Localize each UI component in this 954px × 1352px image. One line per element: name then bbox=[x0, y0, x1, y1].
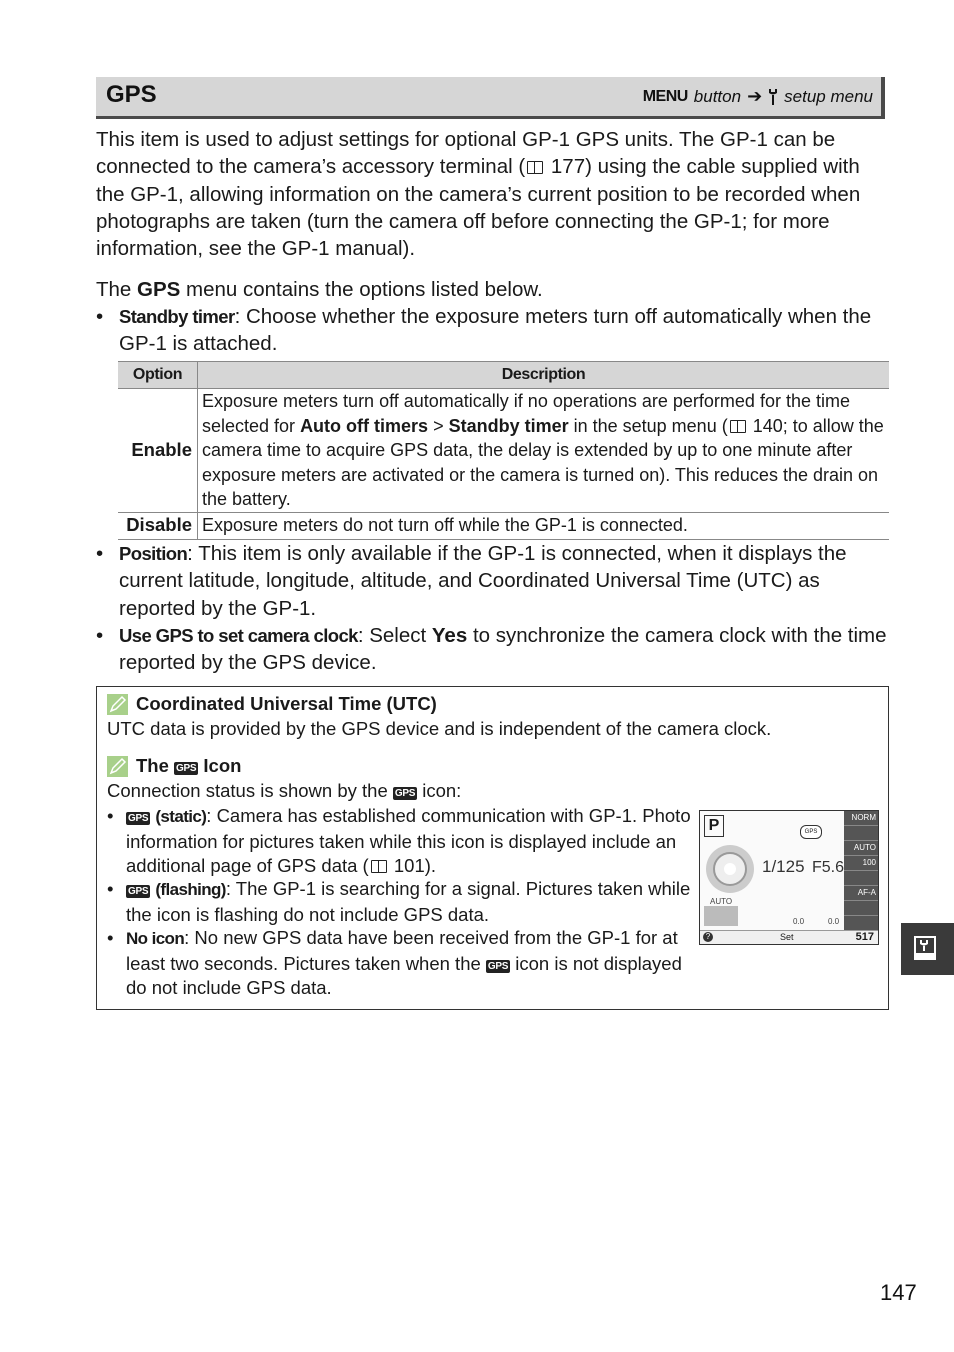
set-label: Set bbox=[780, 932, 794, 942]
note-heading: The GPS Icon bbox=[107, 755, 241, 777]
book-icon bbox=[527, 161, 543, 174]
help-icon: ? bbox=[703, 932, 713, 942]
wrench-icon bbox=[901, 923, 954, 975]
item-term: Use GPS to set camera clock bbox=[119, 625, 358, 646]
auto-label: AUTO bbox=[710, 897, 733, 906]
aperture-icon bbox=[704, 843, 756, 895]
gps-icon: GPS bbox=[128, 886, 149, 897]
page-ref[interactable]: 177 bbox=[550, 155, 586, 179]
book-icon bbox=[730, 420, 746, 433]
note-box: Coordinated Universal Time (UTC) UTC data is provided by the GPS device and is independent of the camera clock. The GPS Icon Connection status is shown by the GPS icon: • GPS (static): Camera has established communication with GP-1. Photo information for pictures taken while this icon is displayed include an additional page of GPS data ( 101). • GPS (flashing): The GP-1 is searching for a signal. Pictures taken while the icon is flashing do not include GPS data. • No icon: No new GPS data have been received from the GP-1 for at least two seconds. Pictures taken when the GPS icon is not displayed do not include GPS data. P GPS 1/125 F5.6 AUTO 0.0 0.0 NORM AUTO 100 AF-A ? Set 517 bbox=[96, 686, 889, 1010]
shutter-speed: 1/125 bbox=[762, 857, 805, 876]
status-bar bbox=[700, 930, 878, 944]
section-header bbox=[96, 77, 885, 119]
menu-intro: The GPS menu contains the options listed below. bbox=[96, 278, 543, 301]
item-term: Standby timer bbox=[119, 306, 235, 327]
table-row bbox=[118, 512, 889, 539]
pencil-icon bbox=[107, 694, 128, 715]
af-point-grid bbox=[704, 906, 738, 926]
intro-paragraph: This item is used to adjust settings for optional GP-1 GPS units. The GP-1 can be connected to the camera’s accessory terminal ( 177) using the cable supplied with the GP-1, allowing information on the camera’s current position to be recorded when photographs are taken (turn the camera off before connecting the GP-1; for more information, see the GP-1 manual). bbox=[96, 128, 861, 261]
utc-text: UTC data is provided by the GPS device and is independent of the camera clock. bbox=[107, 718, 772, 739]
description-cell: Exposure meters do not turn off while the GP-1 is connected. bbox=[198, 512, 890, 539]
section-title: GPS bbox=[106, 81, 157, 108]
note-heading: Coordinated Universal Time (UTC) bbox=[107, 693, 437, 715]
setup-menu-text: setup menu bbox=[784, 86, 873, 106]
book-icon bbox=[371, 860, 387, 873]
menu-path bbox=[643, 86, 873, 107]
setup-menu-tab bbox=[901, 923, 954, 975]
column-header: Option bbox=[118, 362, 198, 389]
page-ref[interactable]: 101 bbox=[393, 855, 425, 876]
gps-icon: GPS bbox=[800, 825, 822, 839]
camera-info-display bbox=[699, 810, 879, 945]
gps-icon: GPS bbox=[487, 960, 509, 972]
mode-indicator: P bbox=[704, 815, 724, 837]
gps-icon: GPS bbox=[128, 813, 149, 824]
button-text: button bbox=[693, 86, 742, 106]
ev-value: 0.0 bbox=[793, 917, 805, 926]
gps-icon: GPS bbox=[176, 763, 197, 774]
wrench-icon bbox=[768, 88, 778, 106]
pencil-icon bbox=[107, 756, 128, 777]
shots-remaining: 517 bbox=[855, 931, 874, 943]
page-ref[interactable]: 140 bbox=[752, 415, 783, 436]
status-text: Connection status is shown by the GPS icon: bbox=[107, 780, 462, 801]
table-row bbox=[118, 389, 889, 513]
description-cell: Exposure meters turn off automatically if no operations are performed for the time selected for Auto off timers > Standby timer in the setup menu ( 140; to allow the camera time to acquire GPS data, the delay is extended by up to one minute after exposure meters are activated or the camera is turned on). This reduces the drain on the battery. bbox=[198, 389, 890, 513]
gps-icon: GPS bbox=[394, 788, 416, 799]
item-term: Position bbox=[119, 543, 188, 564]
arrow-icon: ➔ bbox=[747, 86, 763, 106]
settings-column: NORM AUTO 100 AF-A bbox=[844, 811, 878, 933]
option-cell: Enable bbox=[118, 389, 198, 513]
page-number: 147 bbox=[880, 1280, 917, 1305]
options-table bbox=[118, 361, 889, 540]
ev-value: 0.0 bbox=[828, 917, 840, 926]
menu-button-label: MENU bbox=[642, 87, 688, 105]
column-header: Description bbox=[198, 362, 890, 389]
option-cell: Disable bbox=[118, 512, 198, 539]
aperture-value: F5.6 bbox=[812, 859, 845, 876]
